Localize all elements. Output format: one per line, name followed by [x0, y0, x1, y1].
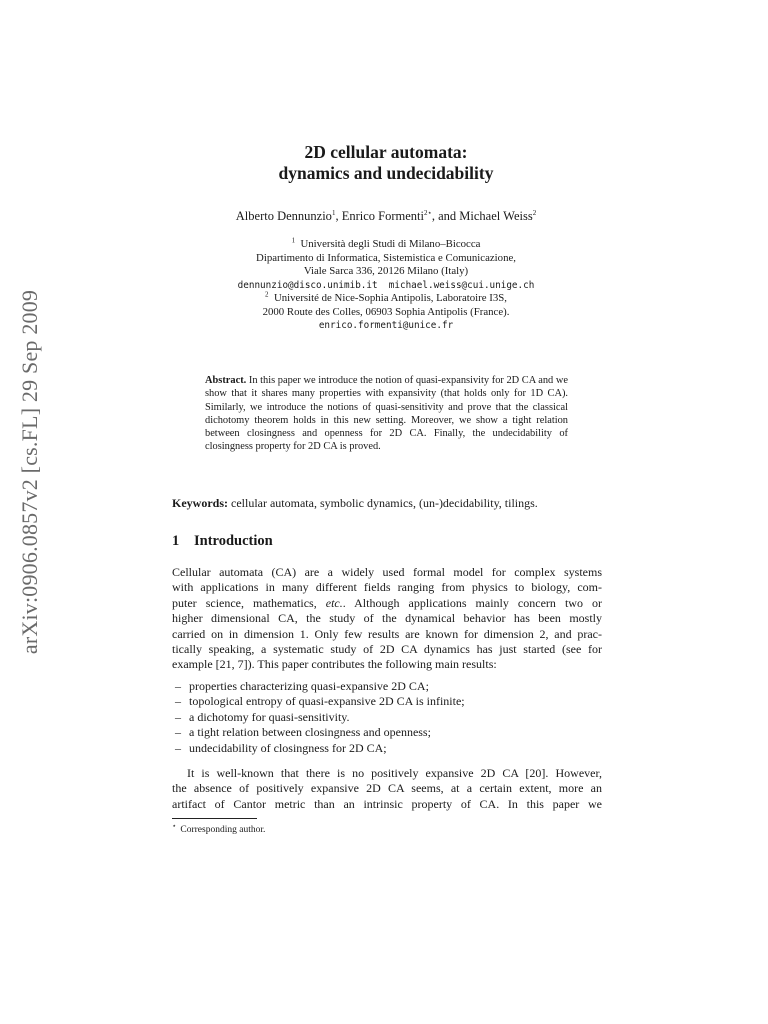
affiliation-text: Università degli Studi di Milano–Bicocca [300, 238, 481, 250]
results-list [175, 679, 465, 756]
author-1-affil: 1 [331, 208, 336, 217]
author-3-affil: 2 [532, 208, 537, 217]
paragraph-line: carried on in dimension 1. Only few results are known for dimension 2, and prac- [172, 626, 602, 641]
email-line: enrico.formenti@unice.fr [318, 320, 454, 331]
arxiv-stamp-text: arXiv:0906.0857v2 [cs.FL] 29 Sep 2009 [17, 289, 42, 655]
author-list [172, 209, 600, 224]
author-2-affil: 2⋆ [423, 208, 432, 217]
author-separator: , and [431, 209, 460, 223]
email-line: dennunzio@disco.unimib.it michael.weiss@cui.unige.ch [237, 279, 535, 291]
affiliation-line: 2000 Route des Colles, 06903 Sophia Antipolis (France). [262, 305, 510, 318]
list-item-text: undecidability of closingness for 2D CA; [189, 740, 387, 755]
text-run: . Although applications mainly concern two or [342, 595, 602, 610]
list-item-text: topological entropy of quasi-expansive 2D CA is infinite; [189, 694, 465, 709]
section-heading [172, 533, 273, 550]
keywords-text: cellular automata, symbolic dynamics, (un-)decidability, tilings. [231, 496, 538, 510]
affiliation-line [172, 238, 600, 252]
list-item [175, 694, 465, 709]
title-line-1: 2D cellular automata: [304, 142, 468, 162]
footnote [172, 822, 265, 835]
list-item-text: a tight relation between closingness and openness; [189, 725, 431, 740]
list-bullet: – [175, 679, 181, 693]
author-2: Enrico Formenti [341, 209, 424, 223]
paragraph-line: artifact of Cantor metric than an intrinsic property of CA. In this paper we [172, 796, 602, 811]
affiliation-line: Dipartimento di Informatica, Sistemistica e Comunicazione, [256, 251, 516, 264]
author-1: Alberto Dennunzio [235, 209, 332, 223]
paragraph-line: example [21, 7]). This paper contributes the following main results: [172, 657, 497, 672]
footnote-text: Corresponding author. [180, 825, 266, 836]
list-item [175, 710, 465, 725]
section-number: 1 [172, 533, 180, 549]
author-separator: , [335, 209, 342, 223]
abstract-text: In this paper we introduce the notion of quasi-expansivity for 2D CA and we show that it shares many properties with expansivity (that holds only for 1D CA). Similarly, we introduce the notions of quasi-sensitivity and prove that the classical dichotomy theorem holds in this new setting. Moreover, we show a tight relation between closingness and openness for 2D CA. Finally, the undecidability of closingness property for 2D CA is proved. [205, 375, 568, 453]
section-title: Introduction [194, 533, 273, 549]
list-bullet: – [175, 694, 181, 709]
affiliation-text: Université de Nice-Sophia Antipolis, Laboratoire I3S, [273, 292, 507, 304]
paper-title [172, 142, 600, 184]
affiliation-mark: 1 [291, 236, 296, 245]
intro-paragraph [172, 565, 602, 673]
affiliation-line: Viale Sarca 336, 20126 Milano (Italy) [303, 265, 469, 277]
paragraph-line: higher dimensional CA, the study of the dynamical behavior has been mostly [172, 611, 602, 626]
paragraph-line: tically speaking, a systematic study of 2D CA dynamics has just started (see for [172, 642, 602, 657]
list-bullet: – [175, 725, 181, 740]
paragraph-line: the absence of positively expansive 2D CA seems, at a certain extent, more an [172, 781, 602, 796]
footnote-mark: ⋆ [172, 822, 177, 830]
list-bullet: – [175, 740, 181, 755]
emphasis-text: etc. [325, 595, 343, 610]
affiliations [172, 238, 600, 333]
list-item [175, 725, 465, 740]
list-item-text: a dichotomy for quasi-sensitivity. [189, 709, 350, 724]
paragraph-line: Cellular automata (CA) are a widely used formal model for complex systems [172, 565, 602, 579]
text-run: puter science, mathematics, [172, 595, 326, 610]
abstract [205, 374, 568, 454]
paragraph-line: It is well-known that there is no positively expansive 2D CA [20]. However, [187, 766, 602, 780]
keywords-label: Keywords: [172, 496, 228, 510]
paragraph-line: with applications in many different fields ranging from physics to biology, com- [172, 580, 602, 595]
list-item [175, 741, 465, 756]
affiliation-line [172, 292, 600, 306]
list-item [175, 679, 465, 694]
affiliation-mark: 2 [265, 290, 269, 299]
arxiv-stamp [4, 272, 56, 672]
footnote-rule [172, 818, 257, 819]
keywords [172, 496, 600, 511]
list-item-text: properties characterizing quasi-expansive 2D CA; [189, 679, 429, 693]
abstract-label: Abstract. [205, 375, 247, 386]
paragraph-line [172, 596, 602, 611]
list-bullet: – [175, 709, 181, 724]
author-3: Michael Weiss [459, 209, 533, 223]
title-line-2: dynamics and undecidability [278, 163, 494, 183]
body-paragraph [172, 766, 602, 812]
